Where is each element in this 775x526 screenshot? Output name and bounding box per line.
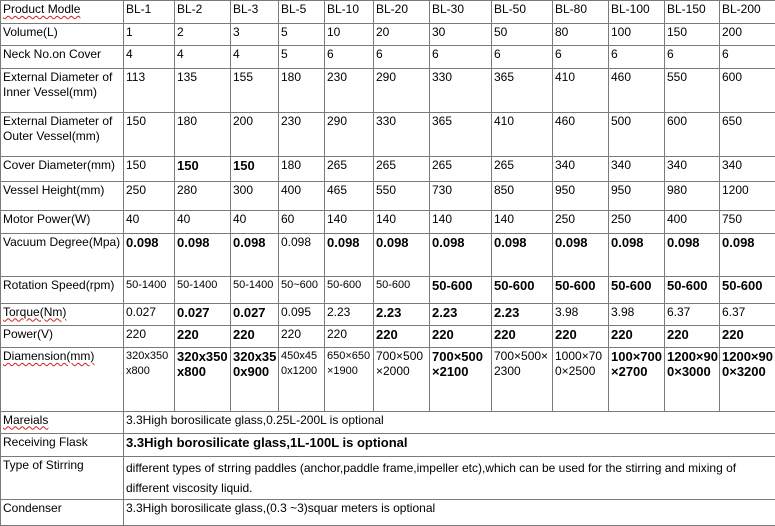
table-cell: 180 — [279, 157, 325, 182]
table-cell: 150 — [124, 157, 175, 182]
table-cell: 365 — [492, 68, 553, 112]
table-cell: 0.098 — [720, 233, 775, 276]
table-cell: 40 — [175, 210, 231, 233]
table-cell: 155 — [231, 68, 279, 112]
table-row — [1, 456, 775, 499]
table-cell: 950 — [553, 182, 609, 211]
row-label: Power(V) — [1, 326, 124, 348]
table-cell: 113 — [124, 68, 175, 112]
table-cell: 220 — [374, 326, 430, 348]
table-cell: 200 — [720, 23, 775, 46]
table-cell: 180 — [279, 68, 325, 112]
table-cell: 500 — [609, 113, 665, 157]
row-label: Condenser — [1, 500, 124, 526]
row-label: External Diameter of Inner Vessel(mm) — [1, 68, 124, 112]
table-cell: 220 — [609, 326, 665, 348]
table-cell: 230 — [325, 68, 374, 112]
table-cell: 50 — [492, 23, 553, 46]
table-cell: 1200×900×3200 — [720, 347, 775, 411]
table-cell: 180 — [175, 113, 231, 157]
table-cell: 250 — [553, 210, 609, 233]
table-cell: 340 — [553, 157, 609, 182]
table-cell: 6 — [374, 46, 430, 69]
table-cell: 6 — [609, 46, 665, 69]
table-cell: 330 — [430, 68, 492, 112]
table-row — [1, 68, 775, 112]
table-cell: 150 — [124, 113, 175, 157]
row-label: Type of Stirring — [1, 456, 124, 499]
table-cell: 4 — [124, 46, 175, 69]
table-cell: 6 — [665, 46, 720, 69]
row-label: Neck No.on Cover — [1, 46, 124, 69]
table-cell: 0.027 — [175, 303, 231, 326]
table-cell: 365 — [430, 113, 492, 157]
table-cell: 0.095 — [279, 303, 325, 326]
table-cell: 1000×700×2500 — [553, 347, 609, 411]
table-cell: 50~600 — [279, 276, 325, 303]
table-cell: 220 — [325, 326, 374, 348]
table-cell: 2.23 — [430, 303, 492, 326]
table-cell: 650×650×1900 — [325, 347, 374, 411]
table-cell: 140 — [492, 210, 553, 233]
table-cell: 730 — [430, 182, 492, 211]
table-cell: 100 — [609, 23, 665, 46]
row-label: Motor Power(W) — [1, 210, 124, 233]
table-cell: 0.098 — [665, 233, 720, 276]
row-label: Vacuum Degree(Mpa) — [1, 233, 124, 276]
row-label: Diamension(mm) — [1, 347, 124, 411]
table-cell: 465 — [325, 182, 374, 211]
table-cell: 220 — [175, 326, 231, 348]
table-cell: 700×500×2000 — [374, 347, 430, 411]
table-cell: 340 — [720, 157, 775, 182]
table-cell: 220 — [720, 326, 775, 348]
table-row — [1, 113, 775, 157]
row-label: Receiving Flask — [1, 434, 124, 457]
table-cell: 220 — [430, 326, 492, 348]
table-cell: 700×500×2100 — [430, 347, 492, 411]
table-cell: 6 — [492, 46, 553, 69]
table-row — [1, 434, 775, 457]
table-cell: 2 — [175, 23, 231, 46]
table-cell: 50-600 — [430, 276, 492, 303]
table-cell: 460 — [553, 113, 609, 157]
merged-value-cell: different types of strring paddles (anchor,paddle frame,impeller etc),which can be used for the stirring and mixing of different viscosity liquid. — [124, 456, 775, 499]
row-label: Mareials — [1, 411, 124, 434]
table-cell: 60 — [279, 210, 325, 233]
header-label: Product Modle — [1, 1, 124, 24]
table-cell: 20 — [374, 23, 430, 46]
model-cell: BL-30 — [430, 1, 492, 24]
table-cell: 50-600 — [665, 276, 720, 303]
table-cell: 40 — [231, 210, 279, 233]
row-label: Volume(L) — [1, 23, 124, 46]
table-cell: 30 — [430, 23, 492, 46]
row-label: Torque(Nm) — [1, 303, 124, 326]
table-cell: 600 — [720, 68, 775, 112]
table-cell: 3.98 — [553, 303, 609, 326]
table-cell: 40 — [124, 210, 175, 233]
table-cell: 550 — [665, 68, 720, 112]
table-cell: 700×500×2300 — [492, 347, 553, 411]
table-cell: 140 — [430, 210, 492, 233]
table-cell: 850 — [492, 182, 553, 211]
model-cell: BL-200 — [720, 1, 775, 24]
table-row — [1, 347, 775, 411]
merged-value-cell: 3.3High borosilicate glass,0.25L-200L is optional — [124, 411, 775, 434]
table-cell: 100×700×2700 — [609, 347, 665, 411]
table-cell: 980 — [665, 182, 720, 211]
table-row — [1, 500, 775, 526]
model-cell: BL-20 — [374, 1, 430, 24]
table-cell: 1 — [124, 23, 175, 46]
table-cell: 250 — [124, 182, 175, 211]
table-cell: 265 — [374, 157, 430, 182]
model-cell: BL-80 — [553, 1, 609, 24]
table-cell: 220 — [279, 326, 325, 348]
table-cell: 50-600 — [492, 276, 553, 303]
table-cell: 80 — [553, 23, 609, 46]
table-cell: 290 — [325, 113, 374, 157]
table-row — [1, 157, 775, 182]
table-cell: 6 — [720, 46, 775, 69]
table-cell: 5 — [279, 23, 325, 46]
table-cell: 6 — [325, 46, 374, 69]
table-cell: 0.027 — [231, 303, 279, 326]
table-cell: 5 — [279, 46, 325, 69]
table-cell: 50-600 — [325, 276, 374, 303]
table-cell: 290 — [374, 68, 430, 112]
table-row — [1, 210, 775, 233]
table-cell: 1200 — [720, 182, 775, 211]
table-row — [1, 23, 775, 46]
table-cell: 0.098 — [374, 233, 430, 276]
model-cell: BL-1 — [124, 1, 175, 24]
table-row — [1, 233, 775, 276]
table-cell: 330 — [374, 113, 430, 157]
table-row — [1, 182, 775, 211]
table-cell: 200 — [231, 113, 279, 157]
table-cell: 250 — [609, 210, 665, 233]
table-cell: 2.23 — [325, 303, 374, 326]
table-cell: 1200×900×3000 — [665, 347, 720, 411]
table-cell: 50-1400 — [175, 276, 231, 303]
table-cell: 150 — [175, 157, 231, 182]
row-label: Cover Diameter(mm) — [1, 157, 124, 182]
model-cell: BL-2 — [175, 1, 231, 24]
table-cell: 320x350x800 — [175, 347, 231, 411]
table-cell: 150 — [665, 23, 720, 46]
table-cell: 50-600 — [553, 276, 609, 303]
table-cell: 320x350x800 — [124, 347, 175, 411]
table-cell: 320x350x900 — [231, 347, 279, 411]
table-cell: 50-600 — [374, 276, 430, 303]
table-cell: 600 — [665, 113, 720, 157]
table-cell: 2.23 — [492, 303, 553, 326]
table-cell: 0.098 — [492, 233, 553, 276]
header-row — [1, 1, 775, 24]
table-cell: 0.098 — [231, 233, 279, 276]
table-cell: 220 — [553, 326, 609, 348]
table-cell: 4 — [231, 46, 279, 69]
table-cell: 6.37 — [665, 303, 720, 326]
table-row — [1, 326, 775, 348]
table-row — [1, 276, 775, 303]
table-cell: 0.098 — [279, 233, 325, 276]
table-row — [1, 411, 775, 434]
table-cell: 950 — [609, 182, 665, 211]
table-cell: 50-1400 — [231, 276, 279, 303]
table-cell: 650 — [720, 113, 775, 157]
table-cell: 140 — [374, 210, 430, 233]
row-label: Rotation Speed(rpm) — [1, 276, 124, 303]
row-label: External Diameter of Outer Vessel(mm) — [1, 113, 124, 157]
table-cell: 2.23 — [374, 303, 430, 326]
table-cell: 265 — [492, 157, 553, 182]
table-cell: 410 — [492, 113, 553, 157]
table-cell: 220 — [231, 326, 279, 348]
table-cell: 50-600 — [609, 276, 665, 303]
table-cell: 6 — [553, 46, 609, 69]
table-cell: 10 — [325, 23, 374, 46]
table-cell: 50-1400 — [124, 276, 175, 303]
table-row — [1, 303, 775, 326]
table-cell: 750 — [720, 210, 775, 233]
table-cell: 410 — [553, 68, 609, 112]
table-cell: 265 — [430, 157, 492, 182]
table-cell: 280 — [175, 182, 231, 211]
table-cell: 220 — [665, 326, 720, 348]
table-cell: 0.098 — [553, 233, 609, 276]
table-cell: 230 — [279, 113, 325, 157]
table-cell: 450x450x1200 — [279, 347, 325, 411]
table-cell: 135 — [175, 68, 231, 112]
merged-value-cell: 3.3High borosilicate glass,(0.3 ~3)squar meters is optional — [124, 500, 775, 526]
table-cell: 265 — [325, 157, 374, 182]
table-cell: 0.098 — [430, 233, 492, 276]
model-cell: BL-5 — [279, 1, 325, 24]
table-cell: 340 — [665, 157, 720, 182]
table-cell: 0.098 — [609, 233, 665, 276]
table-cell: 0.098 — [325, 233, 374, 276]
table-row — [1, 46, 775, 69]
table-cell: 3 — [231, 23, 279, 46]
table-cell: 400 — [279, 182, 325, 211]
table-cell: 0.027 — [124, 303, 175, 326]
table-cell: 150 — [231, 157, 279, 182]
row-label: Vessel Height(mm) — [1, 182, 124, 211]
table-cell: 6 — [430, 46, 492, 69]
table-cell: 340 — [609, 157, 665, 182]
table-cell: 550 — [374, 182, 430, 211]
table-cell: 300 — [231, 182, 279, 211]
table-cell: 400 — [665, 210, 720, 233]
table-cell: 0.098 — [124, 233, 175, 276]
table-cell: 0.098 — [175, 233, 231, 276]
table-cell: 50-600 — [720, 276, 775, 303]
model-cell: BL-50 — [492, 1, 553, 24]
model-cell: BL-100 — [609, 1, 665, 24]
model-cell: BL-10 — [325, 1, 374, 24]
table-cell: 140 — [325, 210, 374, 233]
table-cell: 220 — [492, 326, 553, 348]
table-cell: 3.98 — [609, 303, 665, 326]
model-cell: BL-150 — [665, 1, 720, 24]
merged-value-cell: 3.3High borosilicate glass,1L-100L is optional — [124, 434, 775, 457]
model-cell: BL-3 — [231, 1, 279, 24]
table-cell: 460 — [609, 68, 665, 112]
table-cell: 220 — [124, 326, 175, 348]
table-cell: 6.37 — [720, 303, 775, 326]
table-cell: 4 — [175, 46, 231, 69]
